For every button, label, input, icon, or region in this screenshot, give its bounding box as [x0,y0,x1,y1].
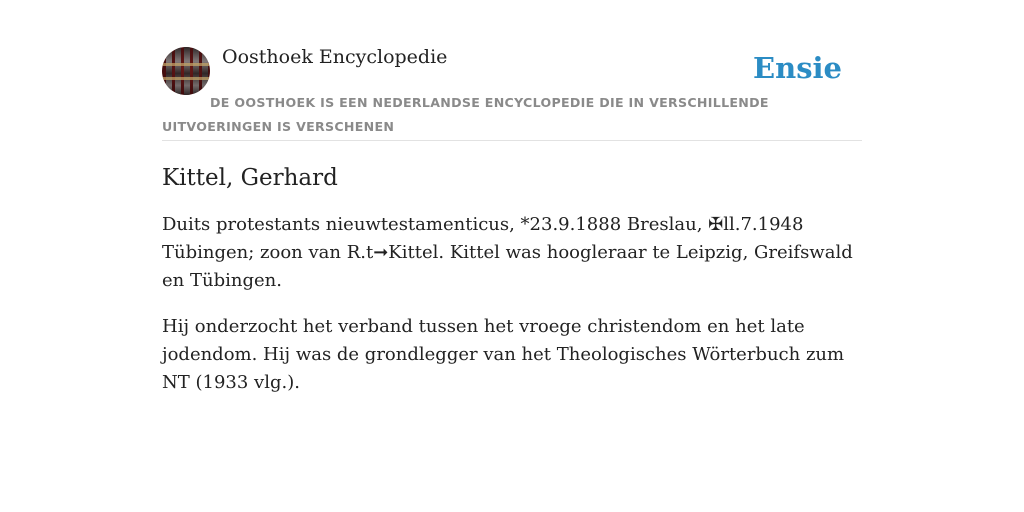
site-tagline: DE OOSTHOEK IS EEN NEDERLANDSE ENCYCLOPEDIE DIE IN VERSCHILLENDE UITVOERINGEN IS VERSCHENEN [162,95,769,134]
encyclopedia-logo[interactable] [162,47,210,95]
article-title: Kittel, Gerhard [162,165,338,191]
page-content [162,40,862,397]
ensie-brand-link[interactable]: Ensie [753,51,842,85]
site-name-link[interactable]: Oosthoek Encyclopedie [222,46,448,68]
article-paragraph: Duits protestants nieuwtestamenticus, *23.9.1888 Breslau, ✠ll.7.1948 Tübingen; zoon van R.t➞Kittel. Kittel was hoogleraar te Leipzig, Greifswald en Tübingen. [162,214,853,291]
site-header [162,40,862,141]
article-paragraph: Hij onderzocht het verband tussen het vroege christendom en het late jodendom. Hij was de grondlegger van het Theologisches Wörterbuch zum NT (1933 vlg.). [162,316,845,393]
